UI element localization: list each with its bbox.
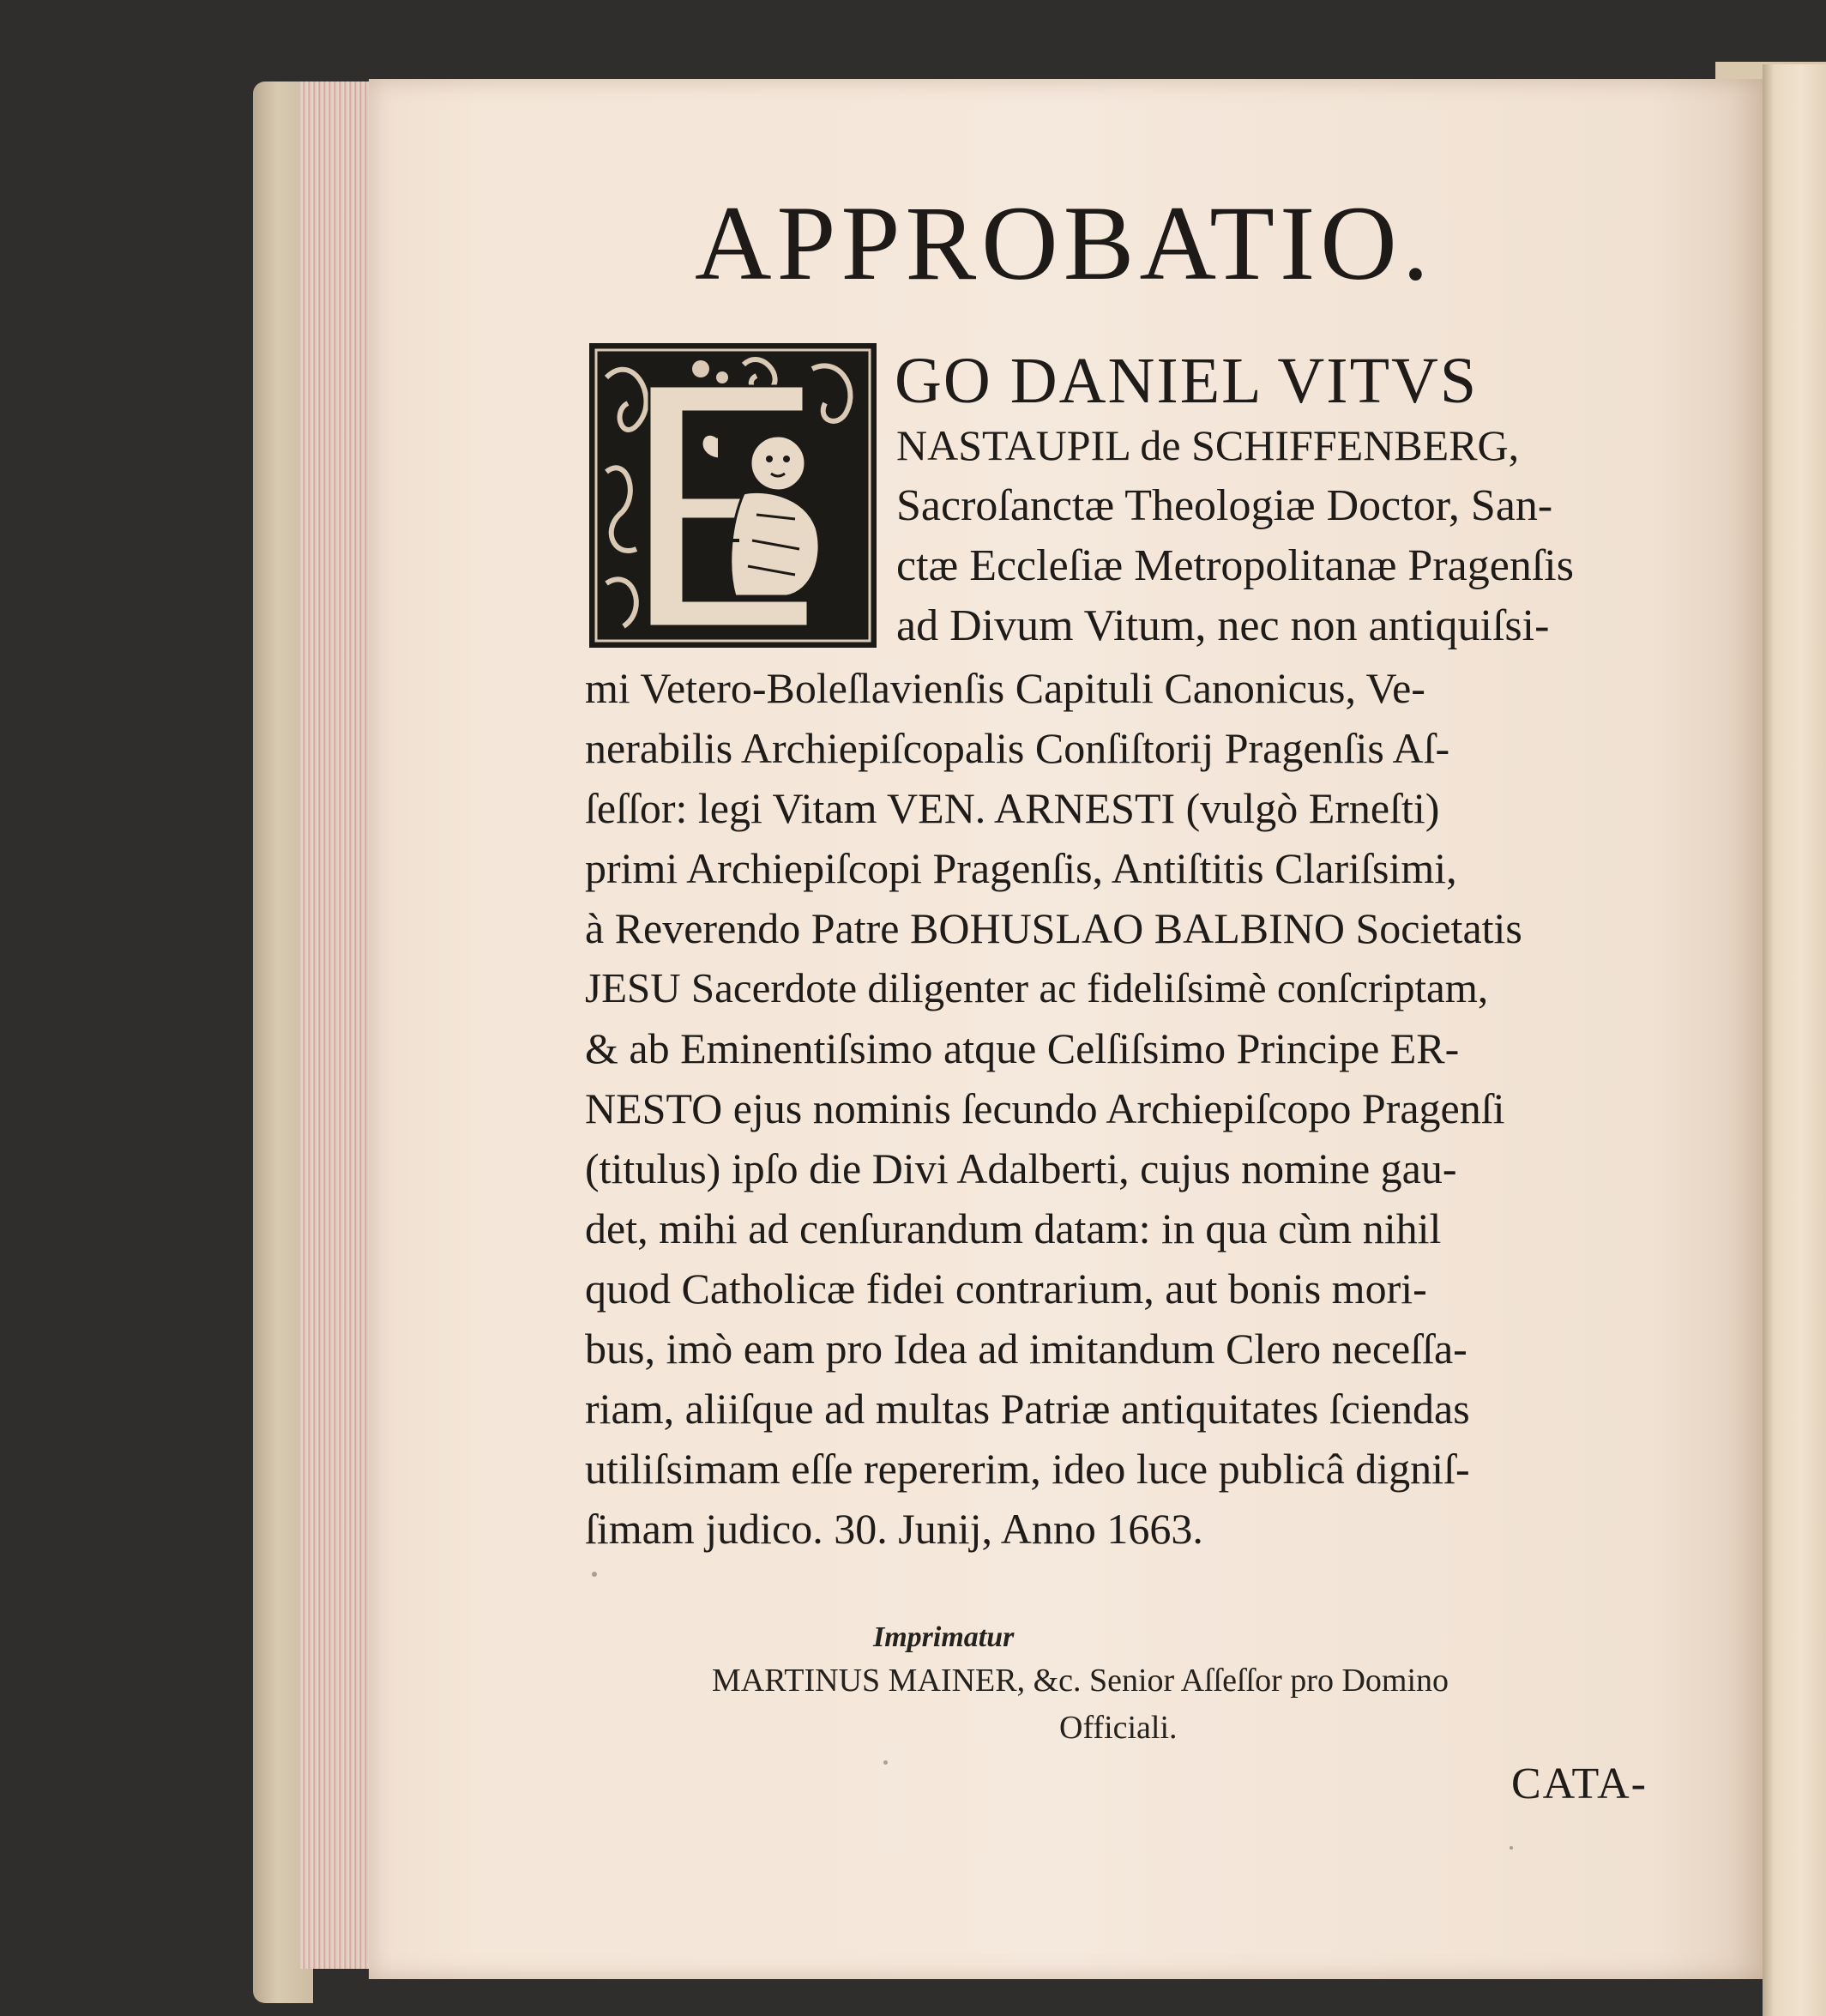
first-line: GO DANIEL VITVS: [895, 345, 1479, 417]
text-line: ad Divum Vitum, nec non antiquiſsi-: [896, 601, 1550, 650]
book-page: [369, 79, 1763, 1979]
text-line: & ab Eminentiſsimo atque Celſiſsimo Principe ER-: [585, 1024, 1460, 1072]
paper-speck: [883, 1760, 888, 1765]
facing-page-edge: [1763, 64, 1826, 2016]
catchword: CATA-: [1511, 1759, 1648, 1808]
text-line: (titulus) ipſo die Divi Adalberti, cujus nomine gau-: [585, 1144, 1457, 1192]
text-line: ſimam judico. 30. Junij, Anno 1663.: [585, 1505, 1203, 1553]
text-line: quod Catholicæ fidei contrarium, aut bonis mori-: [585, 1265, 1427, 1313]
imprimatur: Imprimatur: [873, 1621, 1015, 1653]
text-line: det, mihi ad cenſurandum datam: in qua cùm nihil: [585, 1204, 1442, 1252]
decorated-initial-icon: [589, 343, 877, 648]
text-line: bus, imò eam pro Idea ad imitandum Clero neceſſa-: [585, 1325, 1467, 1373]
paper-speck: [1510, 1846, 1513, 1850]
text-line: ctæ Eccleſiæ Metropolitanæ Pragenſis: [896, 541, 1574, 590]
text-line: ſeſſor: legi Vitam VEN. ARNESTI (vulgò Erneſti): [585, 784, 1440, 832]
text-line: mi Vetero-Boleſlavienſis Capituli Canonicus, Ve-: [585, 664, 1425, 712]
text-line: NASTAUPIL de SCHIFFENBERG,: [896, 421, 1520, 469]
text-line: Sacroſanctæ Theologiæ Doctor, San-: [896, 481, 1553, 530]
paper-speck: [592, 1572, 597, 1577]
text-line: à Reverendo Patre BOHUSLAO BALBINO Societatis: [585, 904, 1522, 952]
text-line: nerabilis Archiepiſcopalis Conſiſtorij Pragenſis Aſ-: [585, 724, 1450, 772]
signature-line: MARTINUS MAINER, &c. Senior Aſſeſſor pro Domino: [712, 1663, 1449, 1699]
text-line: utiliſsimam eſſe repererim, ideo luce publicâ digniſ-: [585, 1445, 1470, 1493]
page-title: APPROBATIO.: [695, 184, 1434, 302]
text-line: primi Archiepiſcopi Pragenſis, Antiſtitis Clariſsimi,: [585, 844, 1457, 892]
text-line: riam, aliiſque ad multas Patriæ antiquitates ſciendas: [585, 1385, 1470, 1433]
text-line: NESTO ejus nominis ſecundo Archiepiſcopo Pragenſi: [585, 1084, 1505, 1132]
text-line: JESU Sacerdote diligenter ac fideliſsimè conſcriptam,: [585, 964, 1489, 1011]
signature-line: Officiali.: [1059, 1710, 1178, 1746]
